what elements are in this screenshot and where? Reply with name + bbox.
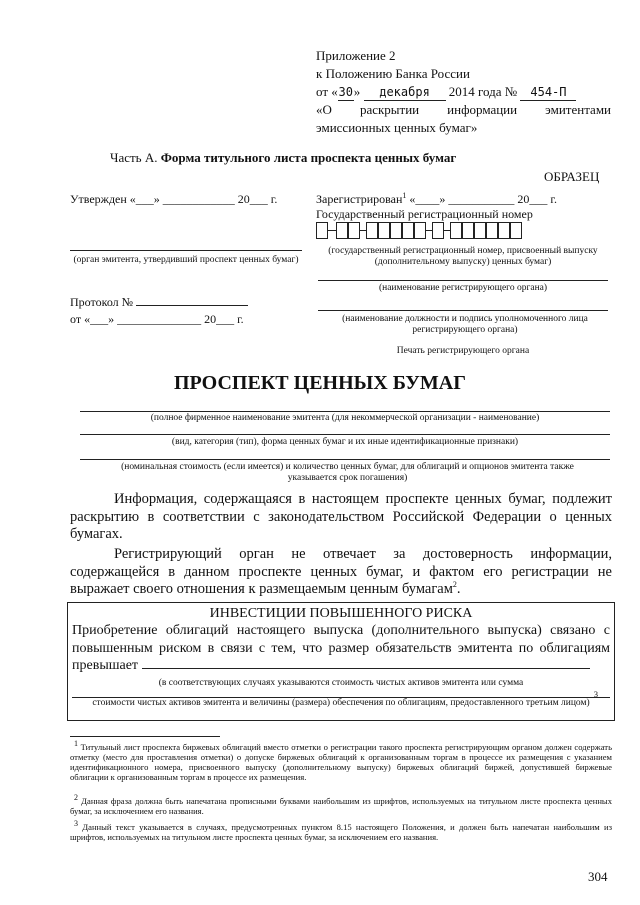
reg-organ-caption: (наименование регистрирующего органа): [378, 283, 548, 293]
regulation-label: к Положению Банка России: [316, 66, 470, 81]
part-title: [110, 150, 456, 165]
reg-box: [336, 222, 348, 239]
reg-box: [378, 222, 390, 239]
footnote-2: [70, 793, 612, 816]
footnote-3-number: 3: [74, 819, 78, 829]
footnote-ref-3: 3: [593, 689, 598, 699]
footnote-2-number: 2: [74, 793, 78, 803]
reg-box: [390, 222, 402, 239]
reg-box: [432, 222, 444, 239]
date-month: декабря: [364, 85, 446, 101]
regulation-date: [316, 84, 616, 101]
reg-organ-line: [318, 280, 608, 281]
protocol-date: от «___» ______________ 20___ г.: [70, 312, 244, 326]
issuer-name-caption: (полное фирменное наименование эмитента (для некоммерческой организации - наименование): [150, 413, 540, 423]
reg-box: [462, 222, 474, 239]
reg-box: [486, 222, 498, 239]
registered-line: [316, 192, 557, 206]
date-prefix: от «: [316, 84, 338, 99]
risk-text-body: Приобретение облигаций настоящего выпуска (дополнительного выпуска) связано с повышенным риском в связи с тем, что размер обязательств эмитента по облигациям превышает: [72, 623, 610, 673]
nominal-caption: (номинальная стоимость (если имеется) и количество ценных бумаг, для облигаций и опционов эмитента также указывается срок погашения): [121, 462, 574, 483]
risk-title: ИНВЕСТИЦИИ ПОВЫШЕННОГО РИСКА: [209, 606, 473, 621]
protocol-text: Протокол №: [70, 295, 134, 309]
reg-box: [402, 222, 414, 239]
footnote-3: [70, 819, 612, 842]
footnote-2-text: Данная фраза должна быть напечатана прописными буквами наибольшим из шрифтов, используемых на титульном листе проспекта ценных бумаг, за исключением его названия.: [70, 796, 612, 816]
issuer-organ-caption: (орган эмитента, утвердивший проспект ценных бумаг): [73, 255, 299, 265]
part-title-bold: Форма титульного листа проспекта ценных бумаг: [160, 150, 457, 165]
approved-line: Утвержден «___» ____________ 20___ г.: [70, 192, 278, 206]
reg-box: [498, 222, 510, 239]
footnote-3-text: Данный текст указывается в случаях, предусмотренных пунктом 8.15 настоящего Положения, и должен быть напечатан наибольшим из шрифтов, используемых на титульном листе проспекта ценных бумаг, за исключением его названия.: [70, 822, 612, 842]
reg-box: [474, 222, 486, 239]
registration-text: Регистрирующий орган не отвечает за достоверность информации, содержащейся в данном проспекте ценных бумаг, и фактом его регистрации не выражает своего отношения к размещаемым ценным бумагам: [70, 546, 612, 597]
footnote-1: [70, 739, 612, 782]
seal-caption: Печать регистрирующего органа: [396, 346, 530, 356]
official-line: [318, 310, 608, 311]
risk-amount-line: [142, 668, 590, 669]
issuer-name-line: [80, 411, 610, 412]
doc-number: 454-П: [520, 85, 576, 101]
part-title-prefix: Часть А.: [110, 150, 158, 165]
securities-kind-line: [80, 434, 610, 435]
page-number: 304: [588, 869, 608, 884]
appendix-label: Приложение 2: [316, 48, 396, 63]
reg-box: [414, 222, 426, 239]
date-mid: »: [353, 84, 361, 99]
risk-caption-2: стоимости чистых активов эмитента и величины (размера) обеспечения по облигациям, предоставленного третьим лицом): [92, 697, 590, 708]
risk-box: [67, 602, 615, 721]
main-title: ПРОСПЕКТ ЦЕННЫХ БУМАГ: [174, 372, 466, 394]
reg-box: [450, 222, 462, 239]
reg-box: [510, 222, 522, 239]
protocol-label: [70, 295, 248, 309]
footnote-separator: [70, 736, 220, 737]
disclosure-paragraph: Информация, содержащаяся в настоящем проспекте ценных бумаг, подлежит раскрытию в соответствии с законодательством Российской Федерации о ценных бумагах.: [70, 491, 612, 542]
registered-date: «____» ___________ 20___ г.: [409, 192, 557, 206]
reg-box: [366, 222, 378, 239]
nominal-line: [80, 459, 610, 460]
regulation-title-line1: «О раскрытии информации эмитентами: [316, 102, 611, 117]
date-day: 30: [338, 85, 353, 99]
protocol-number-line: [136, 305, 248, 306]
securities-kind-caption: (вид, категория (тип), форма ценных бумаг и их иные идентификационные признаки): [171, 437, 519, 447]
reg-number-boxes: [316, 222, 522, 239]
footnote-1-number: 1: [74, 739, 78, 749]
risk-text: [68, 622, 614, 675]
reg-number-caption: (государственный регистрационный номер, присвоенный выпуску (дополнительному выпуску) ценных бумаг): [328, 246, 598, 267]
registration-paragraph: [70, 546, 612, 599]
regulation-title-line2: эмиссионных ценных бумаг»: [316, 120, 478, 135]
registered-label: Зарегистрирован: [316, 192, 403, 206]
registration-end: .: [456, 581, 461, 597]
reg-box: [348, 222, 360, 239]
reg-box: [316, 222, 328, 239]
issuer-organ-line: [70, 250, 302, 251]
sample-label: ОБРАЗЕЦ: [544, 169, 600, 184]
footnote-ref-2: 2: [452, 580, 457, 590]
footnote-ref-1: 1: [402, 191, 407, 200]
risk-caption-1: (в соответствующих случаях указываются стоимость чистых активов эмитента или сумма: [158, 677, 524, 688]
footnote-1-text: Титульный лист проспекта биржевых облигаций вместо отметки о регистрации такого проспекта регистрирующим органом должен содержать отметку (место для проставления отметки) о допуске биржевых облигаций к организованным торгам в процессе их размещения с указанием идентификационного номера, присвоенного выпуску (дополнительному выпуску) биржевых облигаций биржей, допустившей биржевые облигации к организованным торгам в процессе их размещения.: [70, 742, 612, 782]
reg-number-label: Государственный регистрационный номер: [316, 207, 533, 221]
date-year: 2014 года №: [448, 84, 518, 99]
official-caption: (наименование должности и подпись уполномоченного лица регистрирующего органа): [342, 314, 588, 335]
